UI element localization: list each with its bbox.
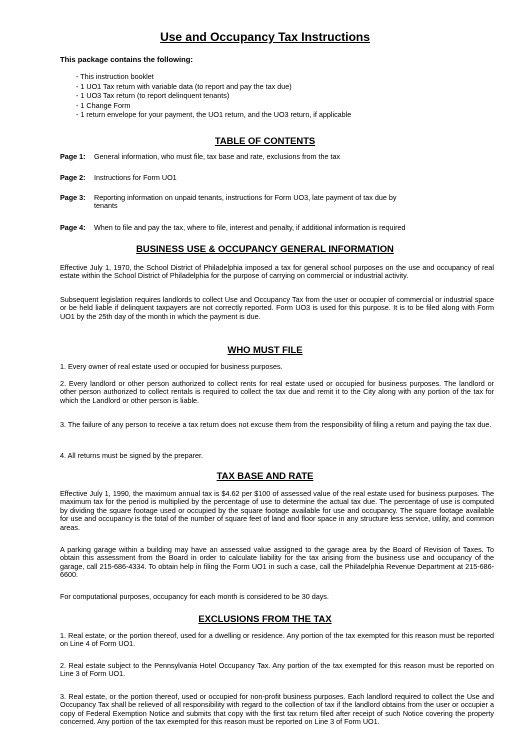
who-paragraph: 1. Every owner of real estate used or occupied for business purposes.: [60, 362, 283, 371]
who-paragraph: 3. The failure of any person to receive a tax return does not excuse them from the responsibility of filing a return and paying the tax due.: [60, 420, 492, 429]
toc-page-label: Page 1:: [60, 152, 86, 161]
package-heading: This package contains the following:: [60, 55, 193, 64]
toc-entry: [60, 194, 400, 211]
toc-description: General information, who must file, tax base and rate, exclusions from the tax: [94, 152, 341, 161]
toc-description: Reporting information on unpaid tenants, instructions for Form UO3, late payment of tax due by tenants: [94, 193, 397, 211]
toc-heading: TABLE OF CONTENTS: [214, 135, 316, 146]
base-paragraph: A parking garage within a building may have an assessed value assigned to the garage area by the Board of Revision of Taxes. To obtain this assessment from the Board in order to calculate liability for the tax arising from the business use and occupancy of the garage, call 215-686-4334. To obtain help in filing the Form UO1 in such a case, call the Philadelphia Revenue Department at 215-686-6600.: [60, 545, 494, 580]
list-item: - 1 UO1 Tax return with variable data (to report and pay the tax due): [76, 81, 292, 91]
toc-page-label: Page 3:: [60, 193, 86, 202]
base-paragraph: Effective July 1, 1990, the maximum annual tax is $4.62 per $100 of assessed value of the real estate used for business purposes. The maximum tax for the period is multiplied by the percentage of use to determine the actual tax due. The percentage of use is computed by dividing the square footage used or occupied by the square footage available for use and occupancy. The square footage available for use and occupancy is the total of the number of square feet of land and floor space in any structure less service, utility, and common areas.: [60, 489, 494, 532]
toc-description: Instructions for Form UO1: [94, 173, 177, 182]
general-heading: BUSINESS USE & OCCUPANCY GENERAL INFORMATION: [136, 243, 394, 254]
base-heading: TAX BASE AND RATE: [216, 470, 314, 481]
base-paragraph: For computational purposes, occupancy for each month is considered to be 30 days.: [60, 592, 329, 601]
toc-page-label: Page 2:: [60, 173, 86, 182]
exclusions-paragraph: 3. Real estate, or the portion thereof, used or occupied for non-profit business purposes. Each landlord required to collect the Use and Occupancy Tax shall be relieved of all responsibility with regard to the collection of tax if the landlord obtains from the user or occupier a copy of Federal Exemption Notice and submits that copy with the first tax return filed after receipt of such Notice covering the property concerned. Any portion of the tax exempted for this reason must be reported on Line 3 of Form UO1.: [60, 692, 494, 727]
who-heading: WHO MUST FILE: [227, 344, 303, 355]
who-paragraph: 2. Every landlord or other person authorized to collect rents for real estate used or occupied for business purposes. The landlord or other person authorized to collect rentals is required to collect the tax due and remit it to the City along with any portion of the tax for which the Landlord or other person is liable.: [60, 379, 494, 405]
toc-entry: [60, 153, 494, 161]
general-paragraph: Effective July 1, 1970, the School District of Philadelphia imposed a tax for general school purposes on the use and occupancy of real estate within the School District of Philadelphia for the purpose of carrying on commercial or industrial activity.: [60, 263, 494, 281]
toc-entry: [60, 174, 494, 182]
toc-page-label: Page 4:: [60, 223, 86, 232]
toc-description: When to file and pay the tax, where to file, interest and penalty, if additional information is required: [94, 223, 406, 232]
package-list: [76, 72, 496, 120]
toc-entry: [60, 224, 494, 232]
list-item: - 1 UO3 Tax return (to report delinquent tenants): [76, 91, 230, 101]
document-title: Use and Occupancy Tax Instructions: [160, 30, 370, 44]
list-item: - 1 return envelope for your payment, the UO1 return, and the UO3 return, if applicable: [76, 110, 352, 120]
exclusions-heading: EXCLUSIONS FROM THE TAX: [198, 613, 332, 624]
exclusions-paragraph: 2. Real estate subject to the Pennsylvania Hotel Occupancy Tax. Any portion of the tax exempted for this reason must be reported on Line 3 of Form UO1.: [60, 661, 494, 679]
general-paragraph: Subsequent legislation requires landlords to collect Use and Occupancy Tax from the user or occupier of commercial or industrial space or be held liable if delinquent taxpayers are not correctly reported. Form UO3 is used for this purpose. It is to be filed along with Form UO1 by the 25th day of the month in which the payment is due.: [60, 295, 494, 321]
exclusions-paragraph: 1. Real estate, or the portion thereof, used for a dwelling or residence. Any portion of the tax exempted for this reason must be reported on Line 4 of Form UO1.: [60, 631, 494, 649]
who-paragraph: 4. All returns must be signed by the preparer.: [60, 451, 204, 460]
list-item: - This instruction booklet: [76, 72, 154, 81]
list-item: - 1 Change Form: [76, 100, 131, 110]
